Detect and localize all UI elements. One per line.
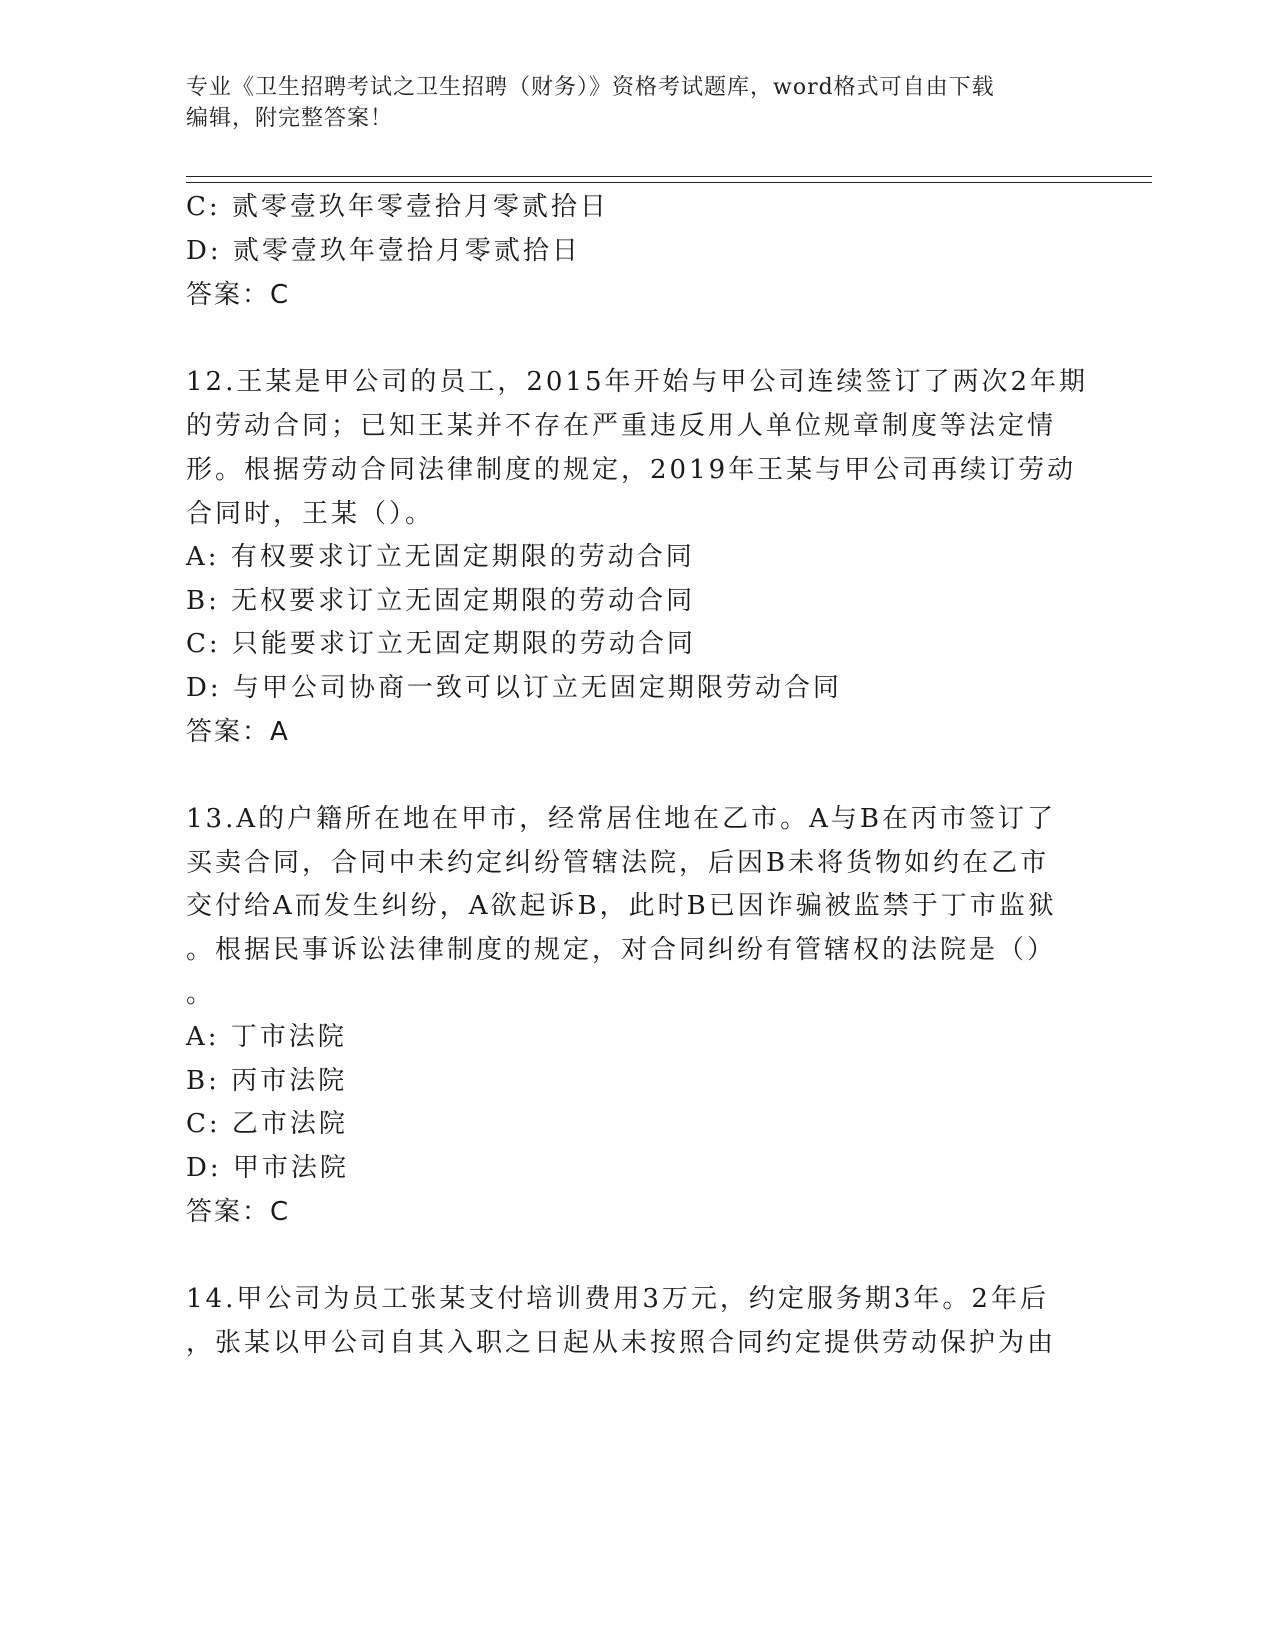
q12-text-line-1: 12.王某是甲公司的员工，2015年开始与甲公司连续签订了两次2年期 [186, 367, 1089, 397]
q13-option-b: B: 丙市法院 [186, 1066, 348, 1096]
q13-text-line-5: 。 [186, 979, 216, 1009]
q13-option-d: D: 甲市法院 [186, 1153, 349, 1183]
prev-answer: 答案：C [186, 280, 291, 310]
q12-text-line-2: 的劳动合同；已知王某并不存在严重违反用人单位规章制度等法定情 [186, 411, 1057, 441]
q14-text-line-1: 14.甲公司为员工张某支付培训费用3万元，约定服务期3年。2年后 [186, 1284, 1049, 1314]
q12-text-line-4: 合同时，王某（）。 [186, 499, 435, 529]
q13-option-c: C: 乙市法院 [186, 1109, 348, 1139]
q13-text-line-3: 交付给A而发生纠纷，A欲起诉B，此时B已因诈骗被监禁于丁市监狱 [186, 891, 1057, 921]
q12-text-line-3: 形。根据劳动合同法律制度的规定，2019年王某与甲公司再续订劳动 [186, 455, 1077, 485]
q13-text-line-1: 13.A的户籍所在地在甲市，经常居住地在乙市。A与B在丙市签订了 [186, 804, 1057, 834]
header-line-1: 专业《卫生招聘考试之卫生招聘（财务）》资格考试题库，word格式可自由下载 [186, 75, 995, 100]
q12-option-c: C: 只能要求订立无固定期限的劳动合同 [186, 629, 696, 659]
q13-option-a: A: 丁市法院 [186, 1022, 347, 1052]
q13-answer: 答案：C [186, 1197, 291, 1227]
q13-text-line-2: 买卖合同，合同中未约定纠纷管辖法院，后因B未将货物如约在乙市 [186, 848, 1050, 878]
q12-option-a: A: 有权要求订立无固定期限的劳动合同 [186, 542, 695, 572]
header-line-2: 编辑，附完整答案！ [186, 106, 394, 131]
q12-option-d: D: 与甲公司协商一致可以订立无固定期限劳动合同 [186, 673, 842, 703]
header-divider-top [186, 176, 1152, 177]
q14-text-line-2: ，张某以甲公司自其入职之日起从未按照合同约定提供劳动保护为由 [186, 1328, 1057, 1358]
document-header [186, 72, 1086, 134]
header-divider-bottom [186, 182, 1152, 183]
q12-answer: 答案：A [186, 717, 290, 747]
q13-text-line-4: 。根据民事诉讼法律制度的规定，对合同纠纷有管辖权的法院是（） [186, 935, 1057, 965]
prev-option-c: C: 贰零壹玖年零壹拾月零贰拾日 [186, 192, 609, 222]
q12-option-b: B: 无权要求订立无固定期限的劳动合同 [186, 586, 696, 616]
prev-option-d: D: 贰零壹玖年壹拾月零贰拾日 [186, 236, 581, 266]
